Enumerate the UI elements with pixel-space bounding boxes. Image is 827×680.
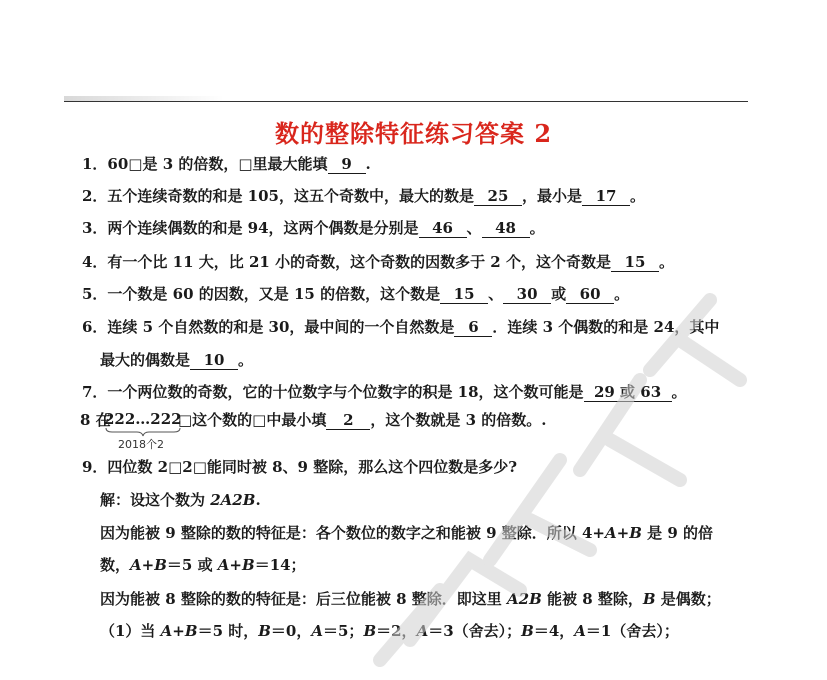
solution-intro bbox=[100, 490, 261, 510]
q8-end: ，这个数就是 3 的倍数。. bbox=[370, 411, 547, 429]
b2: B bbox=[363, 622, 377, 640]
case-label: （1）当 bbox=[100, 622, 161, 640]
question-4 bbox=[82, 252, 674, 272]
line3-end: 是 9 的倍 bbox=[641, 524, 714, 542]
question-6 bbox=[82, 317, 719, 337]
q2-answer-min: 17 bbox=[582, 188, 630, 206]
a3: A bbox=[574, 622, 586, 640]
q2-text: 2．五个连续奇数的和是 105，这五个奇数中，最大的数是 bbox=[82, 187, 474, 205]
q6-text: 6．连续 5 个自然数的和是 30，最中间的一个自然数是 bbox=[82, 318, 455, 336]
question-7 bbox=[82, 382, 687, 402]
solution-line-eight bbox=[100, 589, 721, 609]
q5-sep-2: 或 bbox=[551, 285, 567, 303]
q3-sep: 、 bbox=[466, 219, 482, 237]
q3-end: 。 bbox=[529, 219, 545, 237]
b3: B bbox=[521, 622, 534, 640]
b1: B bbox=[258, 622, 271, 640]
question-1 bbox=[82, 154, 371, 174]
q5-sep-1: 、 bbox=[488, 285, 504, 303]
q5-answer-2: 30 bbox=[503, 286, 551, 304]
q2-mid: ，最小是 bbox=[521, 187, 582, 205]
repeated-digits-brace bbox=[104, 410, 182, 451]
question-6-line-2 bbox=[100, 350, 253, 370]
b3-val: ＝4， bbox=[533, 622, 575, 640]
line4-end: ＝14； bbox=[254, 556, 306, 574]
q1-answer: 9 bbox=[328, 156, 366, 174]
line5-end: 是偶数； bbox=[655, 590, 721, 608]
brace-label: 2018个2 bbox=[118, 438, 164, 451]
solution-line-sums bbox=[100, 555, 306, 575]
case-sum: A+B bbox=[160, 622, 198, 640]
case-cond: ＝5 时， bbox=[197, 622, 259, 640]
q8-text: □这个数的□中最小填 bbox=[178, 411, 327, 429]
repeated-digits: 222…222 bbox=[104, 410, 182, 428]
q6-mid: ．连续 3 个偶数的和是 24，其中 bbox=[492, 318, 720, 336]
plus: + bbox=[616, 524, 630, 542]
q1-end: . bbox=[365, 155, 371, 173]
q4-answer: 15 bbox=[611, 254, 659, 272]
q5-text: 5．一个数是 60 的因数，又是 15 的倍数，这个数是 bbox=[82, 285, 441, 303]
b1-val: ＝0， bbox=[270, 622, 312, 640]
question-3 bbox=[82, 218, 545, 238]
q6-answer-largest: 10 bbox=[190, 352, 238, 370]
a3-val: ＝1（舍去）； bbox=[585, 622, 679, 640]
solution-variable: 2A2B bbox=[210, 491, 256, 509]
a1-val: ＝5； bbox=[323, 622, 364, 640]
solution-period: . bbox=[255, 491, 261, 509]
a1: A bbox=[311, 622, 323, 640]
header-rule bbox=[64, 101, 748, 102]
q6-answer-middle: 6 bbox=[454, 319, 492, 337]
q7-text: 7．一个两位数的奇数，它的十位数字与个位数字的积是 18，这个数可能是 bbox=[82, 383, 584, 401]
q5-end: 。 bbox=[614, 285, 630, 303]
var-b: B bbox=[629, 524, 642, 542]
var-b-even: B bbox=[642, 590, 656, 608]
line4-text: 数， bbox=[100, 556, 131, 574]
solution-label: 解：设这个数为 bbox=[100, 491, 211, 509]
line5-mid: 能被 8 整除， bbox=[541, 590, 643, 608]
question-8 bbox=[178, 410, 546, 430]
b2-val: ＝2， bbox=[376, 622, 417, 640]
page-title: 数的整除特征练习答案 2 bbox=[274, 119, 553, 148]
a2: A bbox=[416, 622, 429, 640]
q4-end: 。 bbox=[658, 253, 674, 271]
var-a2b: A2B bbox=[507, 590, 542, 608]
q3-answer-2: 48 bbox=[482, 220, 530, 238]
q2-answer-max: 25 bbox=[474, 188, 522, 206]
sum-expr-1: A+B bbox=[130, 556, 167, 574]
q6-line2-text: 最大的偶数是 bbox=[100, 351, 191, 369]
q1-text: 1．60□是 3 的倍数，□里最大能填 bbox=[82, 155, 328, 173]
q5-answer-1: 15 bbox=[440, 286, 488, 304]
solution-case-1 bbox=[100, 621, 679, 641]
q7-answer: 29 或 63 bbox=[584, 384, 672, 402]
q5-answer-3: 60 bbox=[566, 286, 614, 304]
q6-end: 。 bbox=[238, 351, 254, 369]
q8-answer: 2 bbox=[326, 412, 370, 430]
question-2 bbox=[82, 186, 645, 206]
sum-expr-2: A+B bbox=[217, 556, 255, 574]
question-5 bbox=[82, 284, 629, 304]
q4-text: 4．有一个比 11 大，比 21 小的奇数，这个奇数的因数多于 2 个，这个奇数是 bbox=[82, 253, 611, 271]
q7-end: 。 bbox=[671, 383, 687, 401]
q2-end: 。 bbox=[630, 187, 646, 205]
question-9: 9．四位数 2□2□能同时被 8、9 整除，那么这个四位数是多少? bbox=[82, 458, 517, 476]
solution-line-nine bbox=[100, 523, 713, 543]
line5-text: 因为能被 8 整除的数的特征是：后三位能被 8 整除．即这里 bbox=[100, 590, 507, 608]
var-a: A bbox=[605, 524, 617, 542]
q3-answer-1: 46 bbox=[419, 220, 467, 238]
line3-text: 因为能被 9 整除的数的特征是：各个数位的数字之和能被 9 整除．所以 4+ bbox=[100, 524, 605, 542]
line4-mid: ＝5 或 bbox=[166, 556, 218, 574]
q3-text: 3．两个连续偶数的和是 94，这两个偶数是分别是 bbox=[82, 219, 419, 237]
a2-val: ＝3（舍去）； bbox=[428, 622, 522, 640]
question-8-number: 8 在 bbox=[80, 411, 111, 429]
